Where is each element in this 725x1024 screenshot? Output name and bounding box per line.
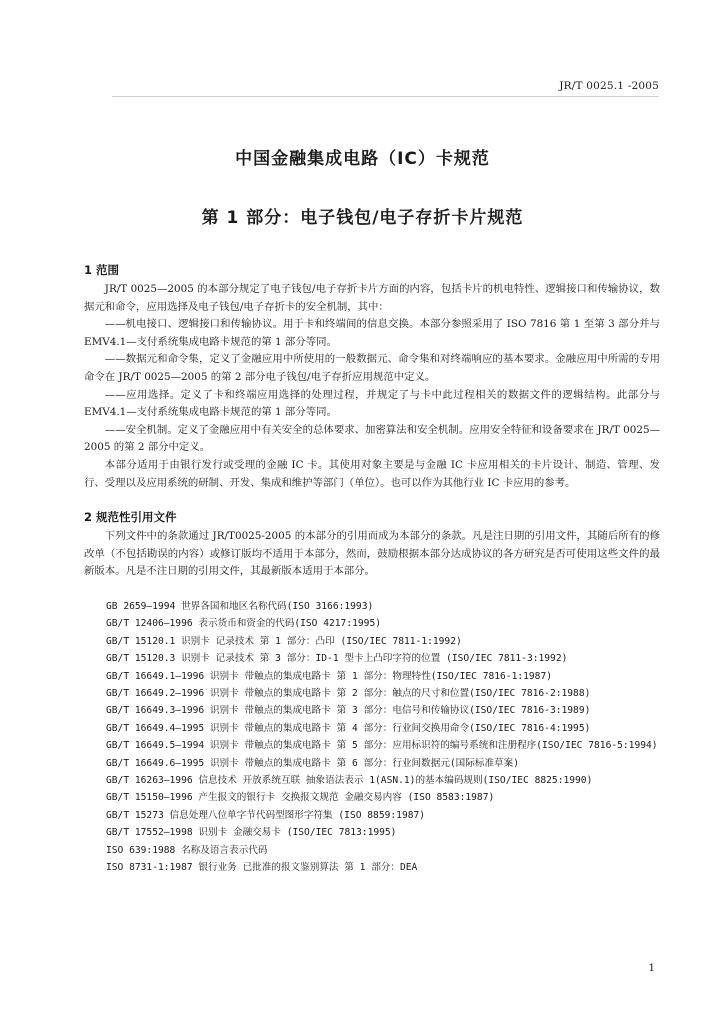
reference-item: ISO 8731-1:1987 银行业务 已批准的报文鉴别算法 第 1 部分：DEA xyxy=(106,862,418,874)
reference-item: GB/T 16649.5—1994 识别卡 带触点的集成电路卡 第 5 部分：应用标识符的编号系统和注册程序(ISO/IEC 7816-5:1994) xyxy=(106,740,658,752)
reference-item: GB/T 15150—1996 产生报文的银行卡 交换报文规范 金融交易内容 (ISO 8583:1987) xyxy=(106,792,495,804)
reference-item: GB/T 16649.2—1996 识别卡 带触点的集成电路卡 第 2 部分：触点的尺寸和位置(ISO/IEC 7816-2:1988) xyxy=(106,688,591,700)
reference-item: GB/T 15273 信息处理八位单字节代码型图形字符集 (ISO 8859:1987) xyxy=(106,809,426,821)
paragraph: JR/T 0025—2005 的本部分规定了电子钱包/电子存折卡片方面的内容，包括卡片的机电特性、逻辑接口和传输协议，数据元和命令，应用选择及电子钱包/电子存折卡的安全机制，其中： xyxy=(84,283,660,313)
paragraph: ——安全机制。定义了金融应用中有关安全的总体要求、加密算法和安全机制。应用安全特征和设备要求在 JR/T 0025—2005 的第 2 部分中定义。 xyxy=(84,423,660,454)
reference-item: GB 2659—1994 世界各国和地区名称代码(ISO 3166:1993) xyxy=(106,601,374,612)
reference-item: ISO 639:1988 名称及语言表示代码 xyxy=(106,844,268,856)
header-divider xyxy=(112,96,659,97)
reference-item: GB/T 16649.6—1995 识别卡 带触点的集成电路卡 第 6 部分：行业间数据元(国际标准草案) xyxy=(106,757,520,769)
section-heading-normative-references: 2 规范性引用文件 xyxy=(84,510,177,524)
document-subtitle: 第 1 部分：电子钱包/电子存折卡片规范 xyxy=(201,208,524,228)
reference-item: GB/T 12406—1996 表示货币和资金的代码(ISO 4217:1995) xyxy=(106,618,381,630)
section-body-references xyxy=(84,528,660,581)
reference-item: GB/T 16649.3—1996 识别卡 带触点的集成电路卡 第 3 部分：电信号和传输协议(ISO/IEC 7816-3:1989) xyxy=(106,705,591,717)
reference-item: GB/T 16649.1—1996 识别卡 带触点的集成电路卡 第 1 部分：物理特性(ISO/IEC 7816-1:1987) xyxy=(106,670,553,682)
paragraph: ——应用选择。定义了卡和终端应用选择的处理过程，并规定了与卡中此过程相关的数据文件的逻辑结构。此部分与 EMV4.1—支付系统集成电路卡规范的第 1 部分等同。 xyxy=(84,388,660,419)
paragraph: ——数据元和命令集，定义了金融应用中所使用的一般数据元、命令集和对终端响应的基本要求。金融应用中所需的专用命令在 JR/T 0025—2005 的第 2 部分电子钱包/电子存折应用规范中定义。 xyxy=(84,353,660,383)
document-title: 中国金融集成电路（IC）卡规范 xyxy=(235,149,490,169)
reference-item: GB/T 15120.1 识别卡 记录技术 第 1 部分：凸印 (ISO/IEC 7811-1:1992) xyxy=(106,635,462,647)
paragraph: 下列文件中的条款通过 JR/T0025-2005 的本部分的引用而成为本部分的条款。凡是注日期的引用文件，其随后所有的修改单（不包括勘误的内容）或修订版均不适用于本部分，然而，鼓励根据本部分达成协议的各方研究是否可使用这些文件的最新版本。凡是不注日期的引用文件，其最新版本适用于本部分。 xyxy=(84,530,660,578)
section-body-scope xyxy=(84,281,660,492)
standard-code: JR/T 0025.1 -2005 xyxy=(559,80,659,92)
reference-item: GB/T 17552—1998 识别卡 金融交易卡 (ISO/IEC 7813:1995) xyxy=(106,827,397,839)
reference-item: GB/T 15120.3 识别卡 记录技术 第 3 部分：ID-1 型卡上凸印字符的位置 (ISO/IEC 7811-3:1992) xyxy=(106,653,568,665)
paragraph: ——机电接口、逻辑接口和传输协议。用于卡和终端间的信息交换。本部分参照采用了 ISO 7816 第 1 至第 3 部分并与 EMV4.1—支付系统集成电路卡规范的第 1 部分等同。 xyxy=(84,318,660,348)
reference-item: GB/T 16649.4—1995 识别卡 带触点的集成电路卡 第 4 部分：行业间交换用命令(ISO/IEC 7816-4:1995) xyxy=(106,722,591,734)
reference-list xyxy=(84,598,660,877)
page-number: 1 xyxy=(648,962,655,974)
reference-item: GB/T 16263—1996 信息技术 开放系统互联 抽象语法表示 1(ASN.1)的基本编码规则(ISO/IEC 8825:1990) xyxy=(106,775,593,787)
paragraph: 本部分适用于由银行发行或受理的金融 IC 卡。其使用对象主要是与金融 IC 卡应用相关的卡片设计、制造、管理、发行、受理以及应用系统的研制、开发、集成和维护等部门（单位）。也可以作为其他行业 IC 卡应用的参考。 xyxy=(84,458,660,489)
section-heading-scope: 1 范围 xyxy=(84,263,120,277)
